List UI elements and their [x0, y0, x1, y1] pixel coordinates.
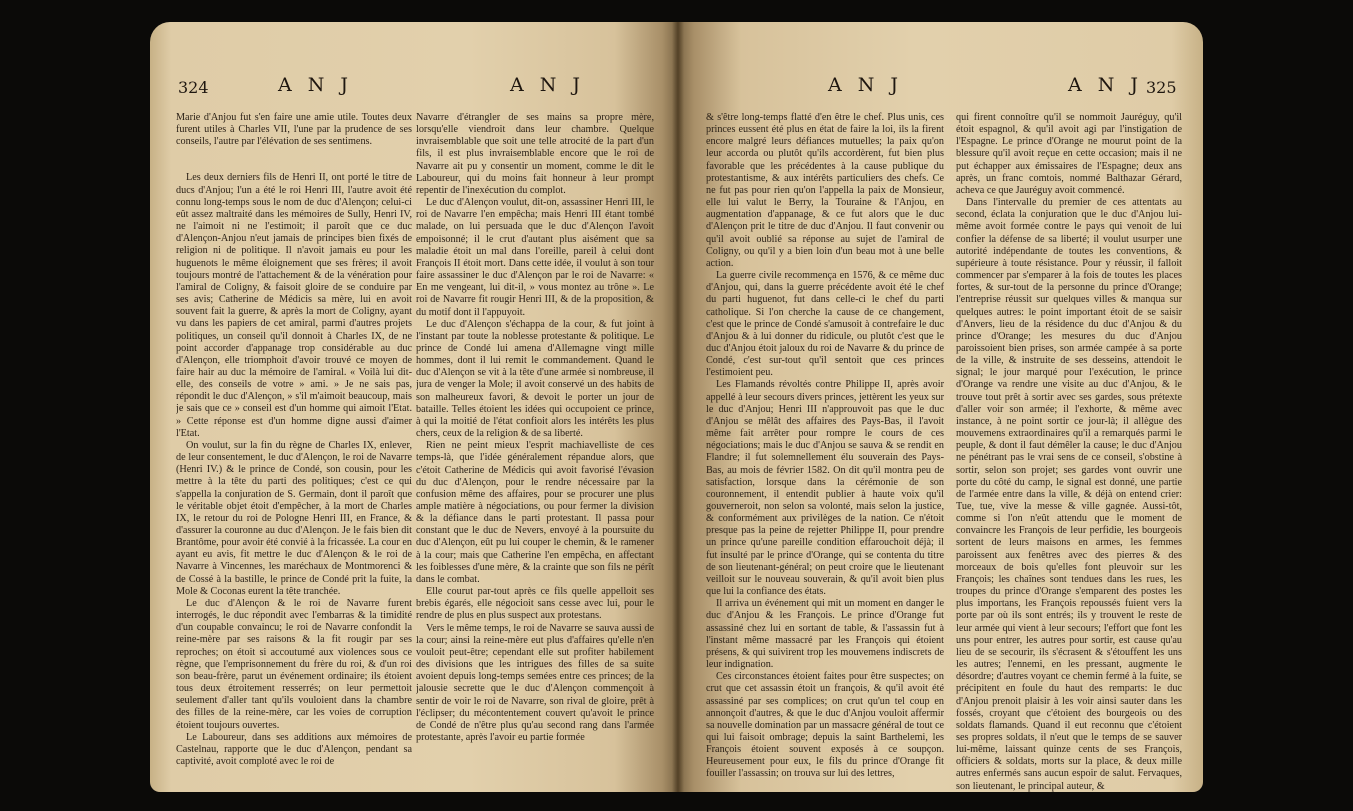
paragraph: Le Laboureur, dans ses additions aux mémoires de Castelnau, rapporte que le duc d'Alençon, pendant sa captivité, avoit comploté avec le roi de [176, 731, 412, 767]
paragraph: Ces circonstances étoient faites pour être suspectes; on crut que cet assassin étoit un françois, & qu'il avoit été assassiné par ses complices; on crut qu'un tel coup en annonçoit d'autres, & que le duc d'Anjou vouloit affermir sa nouvelle domination par un massacre général de tout ce qui lui faisoit ombrage; depuis la saint Barthelemi, les François étoient souvent exposés à ce soupçon. Heureusement pour eux, le fils du prince d'Orange fit fouiller l'assassin; on trouva sur lui des lettres, [706, 671, 944, 780]
paragraph: Dans l'intervalle du premier de ces attentats au second, éclata la conjuration que le duc d'Anjou lui-même avoit formée contre le pays qui venoit de lui confier la défense de sa liberté; il voulut usurper une autorité indépendante de toutes les conventions, & supérieure à toute résistance. Pour y réussir, il falloit commencer par s'emparer à la fois de toutes les places fortes, & sur-tout de la personne du prince d'Orange; l'entreprise réussit sur quelques villes & manqua sur quelques autres: le point important étoit de se saisir d'Anvers, lieu de la résidence du duc d'Anjou & du prince d'Orange; les mesures du duc d'Anjou paroissoient bien prises, son armée campée à sa porte de la ville, & instruite de ses desseins, attendoit le signal; le jour marqué pour l'exécution, le prince d'Orange va rendre une visite au duc d'Anjou, & le trouve tout prêt à sortir avec ses gardes, sous prétexte d'aller voir son armée; il l'exhorte, & même avec instance, à ne point sortir ce jour-là; il allègue des mouvemens extraordinaires qu'il a remarqués parmi le peuple, & dont il faut démêler la cause; le duc d'Anjou ne pénétrant pas le vrai sens de ce conseil, s'obstine à sortir, selon son projet; ses gardes vont ouvrir une porte du côté du camp, le signal est donné, une partie de l'armée entre dans la ville, & déjà on entend crier: Tue, tue, vive la messe & ville gagnée. Aussi-tôt, comme si l'on n'eût attendu que le moment de convaincre les François de leur perfidie, les bourgeois sortent de leurs maisons en armes, les femmes paroissent aux fenêtres avec des pierres & des morceaux de bois qu'elles font pleuvoir sur les François; les chaînes sont tendues dans les rues, les troupes du prince d'Orange s'emparent des postes les plus importans, les François repoussés fuient vers la porte par où ils sont entrés; ils y trouvent le reste de leur armée qui vient à leur secours; l'effort que font les uns pour entrer, les autres pour sortir, est cause qu'au lieu de se secourir, ils s'écrasent & s'étouffent les uns les autres; l'ennemi, en les pressant, augmente le désordre; d'autres voyant ce chemin fermé à la fuite, se précipitent en foule du haut des remparts: le duc d'Anjou prenoit plaisir à les voir ainsi sauter dans les fossés, croyant que c'étoient des bourgeois ou des soldats flamands. Quand il eut reconnu que c'étoient ses propres soldats, il n'eut que le temps de se sauver lui-même, laissant quinze cents de ses François, officiers & soldats, morts sur la place, & deux mille autres enfermés sans aucun espoir de salut. Fervaques, son lieutenant, le principal auteur, & [956, 197, 1182, 792]
text-column-right-2 [956, 112, 1182, 792]
paragraph: Le duc d'Alençon s'échappa de la cour, & fut joint à l'instant par toute la noblesse protestante & politique. Le prince de Condé lui amena d'Allemagne vingt mille hommes, dont il lui remit le commandement. Quand le duc d'Alençon se vit à la tête d'une armée si nombreuse, il jura de venger la Mole; il avoit conservé un des habits de son malheureux favori, & devoit le porter un jour de bataille. Telles étoient les idées qui occupoient ce prince, à qui la moitié de l'état confioit alors les intérêts les plus chers, ceux de la religion & de sa liberté. [416, 318, 654, 440]
text-column-left-1 [176, 112, 412, 792]
paragraph: Vers le même temps, le roi de Navarre se sauva aussi de la cour; ainsi la reine-mère eut plus d'affaires qu'elle n'en vouloit peut-être; cependant elle sut profiter habilement des divisions que les intrigues des filles de sa suite avoient depuis long-temps semées entre ces princes; de la jalousie secrette que le duc d'Alençon commençoit à sentir de voir le roi de Navarre, son rival de gloire, prêt à l'éclipser; du mécontentement couvert qu'avoit le prince de Condé de n'être plus qu'au second rang dans l'armée protestante, après l'avoir eu partie formée [416, 622, 654, 743]
running-head-left-col1: A N J [278, 74, 354, 96]
right-page [678, 22, 1203, 792]
paragraph: Marie d'Anjou fut s'en faire une amie utile. Toutes deux furent utiles à Charles VII, l'une par la prudence de ses conseils, l'autre par l'élévation de ses sentimens. [176, 112, 412, 148]
book-gutter [672, 22, 684, 792]
running-head-right-col2: A N J [1068, 74, 1144, 96]
text-column-right-1 [706, 112, 944, 792]
running-head-left-col2: A N J [510, 74, 586, 96]
paragraph: La guerre civile recommença en 1576, & ce même duc d'Anjou, qui, dans la guerre précédente avoit été le chef du parti huguenot, fut dans celle-ci le chef du parti catholique. Si l'on cherche la cause de ce changement, c'est que le prince de Condé s'amusoit à contrefaire le duc d'Anjou & à lui donner du ridicule, ou plutôt c'est que le duc d'Anjou étoit jaloux du roi de Navarre & du prince de Condé, c'est sur-tout qu'il sentoit que ces princes l'estimoient peu. [706, 270, 944, 379]
paragraph: Le duc d'Alençon voulut, dit-on, assassiner Henri III, le roi de Navarre l'en empêcha; mais Henri III étant tombé malade, on lui persuada que le duc d'Alençon l'avoit empoisonné; il le crut d'autant plus aisément que sa maladie étoit un mal dans l'oreille, pareil à celui dont François II étoit mort. Dans cette idée, il voulut à son tour faire assassiner le duc d'Alençon par le roi de Navarre: « En me vengeant, lui dit-il, » vous montez au trône ». Le roi de Navarre fit rougir Henri III, & de la proposition, & du motif dont il l'appuyoit. [416, 197, 654, 318]
page-number-right: 325 [1146, 78, 1177, 97]
text-column-left-2 [416, 112, 654, 792]
paragraph: Il arriva un événement qui mit un moment en danger le duc d'Anjou & les François. Le prince d'Orange fut assassiné chez lui en sortant de table, & l'assassin fut à l'instant même massacré par les François qui étoient présens, & qui suivirent trop les mouvemens indiscrets de leur indignation. [706, 598, 944, 671]
paragraph: Le duc d'Alençon & le roi de Navarre furent interrogés, le duc répondit avec l'embarras & la timidité d'un coupable convaincu; le roi de Navarre confondit la reine-mère par ses raisons & la fit rougir par ses reproches; on étoit si accoutumé aux violences sous ce règne, que l'emprisonnement du frère du roi, & d'un roi son beau-frère, parut un événement ordinaire; ils étoient tous deux étroitement resserrés; on leur permettoit seulement d'aller tant qu'ils vouloient dans la chambre des filles de la reine-mère, car les voies de corruption étoient toujours ouvertes. [176, 597, 412, 731]
paragraph: On voulut, sur la fin du règne de Charles IX, enlever, de leur consentement, le duc d'Alençon, le roi de Navarre (Henri IV.) & le prince de Condé, son cousin, pour les mettre à la tête du parti des politiques; c'est ce qui s'appella la conjuration de S. Germain, dont il paroît que le véritable objet étoit d'empêcher, à la mort de Charles IX, le retour du roi de Pologne Henri III, en France, & d'assurer la couronne au duc d'Alençon. Je le fais bien dit Brantôme, pour avoir été convié à la fricassée. La cour en ayant eu avis, fit mettre le duc d'Alençon & le roi de Navarre à Vincennes, les maréchaux de Montmorenci & de Cossé à la bastille, le prince de Condé prit la fuite, la Mole & Coconas eurent la tête tranchée. [176, 439, 412, 597]
paragraph: & s'être long-temps flatté d'en être le chef. Plus unis, ces princes eussent été plus en état de faire la loi, ils la firent encore malgré leurs défiances mutuelles; la paix qu'on leur accorda ou plutôt qu'ils accordèrent, fut bien plus favorable que les précédentes à la cause publique du protestantisme, & aux intérêts particuliers des chefs. Ce ne fut pas pour rien qu'on l'appella la paix de Monsieur, elle lui valut le Berry, la Touraine & l'Anjou, en augmentation d'appanage, & ce fut alors que le duc d'Alençon prit le titre de duc d'Anjou. Il faut convenir ou qu'il avoit oublié sa réponse au sujet de l'amiral de Coligny, ou qu'il y a bien loin d'un beau mot à une belle action. [706, 112, 944, 269]
paragraph: qui firent connoître qu'il se nommoit Jauréguy, qu'il étoit espagnol, & qu'il avoit agi par l'instigation de l'Espagne. Le prince d'Orange ne mourut point de la blessure qu'il avoit reçue en cette occasion; mais il ne put échapper aux émissaires de l'Espagne; deux ans après, un franc comtois, nommé Balthazar Gérard, acheva ce que Jauréguy avoit commencé. [956, 112, 1182, 196]
paragraph: Elle courut par-tout après ce fils quelle appelloit ses brebis égarés, elle négocioit sans cesse avec lui, pour le rendre de plus en plus suspect aux protestans. [416, 586, 654, 622]
page-number-left: 324 [178, 78, 209, 97]
left-page [150, 22, 678, 792]
running-head-right-col1: A N J [828, 74, 904, 96]
paragraph: Les Flamands révoltés contre Philippe II, après avoir appellé à leur secours divers princes, jettèrent les yeux sur le duc d'Anjou; Henri III n'approuvoit pas que le duc d'Anjou se mêlât des affaires des Pays-Bas, il l'avoit même fait arrêter pour rompre le cours de ces négociations; mais le duc d'Anjou se sauva & se rendit en Flandre; il fut solemnellement élu souverain des Pays-Bas, au mois de février 1582. On dit qu'il montra peu de satisfaction, lorsque dans la cérémonie de son couronnement, il entendit publier à haute voix qu'il gouverneroit, non selon sa volonté, mais selon la justice, & conformément aux privilèges de la nation. Ce n'étoit presque pas la peine de rejetter Philippe II, pour prendre un prince qu'une pareille condition effarouchoit déjà; il fut insulté par le prince d'Orange, qui se contenta du titre de son lieutenant-général; on peut croire que le lieutenant veilloit sur le nouveau souverain, & qu'il avoit bien plus que lui la confiance des états. [706, 379, 944, 598]
paragraph: Les deux derniers fils de Henri II, ont porté le titre de ducs d'Anjou; l'un a été le roi Henri III, l'autre avoit été connu long-temps sous le nom de duc d'Alençon; celui-ci eût assez maltraité dans les mémoires de Sully, Henri IV, ne l'aimoit ni ne l'estimoit; il paroît que ce duc d'Alençon-Anjou n'eut jamais de principes bien fixés de religion ni de politique. Il n'avoit jamais eu pour les huguenots le même éloignement que ses frères; il avoit toujours montré de l'attachement & de la vénération pour l'amiral de Coligny, & faisoit gloire de se conduire par ses avis; Catherine de Médicis sa mère, lui en avoit souvent fait la guerre, & après la mort de Coligny, ayant vu dans les papiers de cet amiral, parmi d'autres projets politiques, un conseil qu'il donnoit à Charles IX, de ne point accorder d'appanage trop considérable au duc d'Alençon, elle triomphoit d'avoir trouvé ce moyen de faire hair au duc la mémoire de l'amiral. « Voilà lui dit-elle, des conseils de votre » ami. » Je ne sais pas, répondit le duc d'Alençon, » s'il m'aimoit beaucoup, mais je sais que ce » conseil est d'un homme qui aimoit l'Etat. » Cette réponse est d'un homme digne aussi d'aimer l'Etat. [176, 172, 412, 439]
paragraph: Rien ne peint mieux l'esprit machiavelliste de ces temps-là, que l'idée généralement répandue alors, que c'étoit Catherine de Médicis qui avoit favorisé l'évasion du duc d'Alençon, pour le rendre nécessaire par la confusion même des affaires, pour se procurer une plus ample matière à négociations, ou pour fermer la division & la défiance dans le parti protestant. Il passa pour constant que le duc de Nevers, envoyé à la poursuite du duc d'Alençon, eût pu lui couper le chemin, & le ramener à la cour; mais que Catherine l'en empêcha, en affectant les foiblesses d'une mère, & la crainte que son fils ne pérît dans le combat. [416, 440, 654, 585]
paragraph: Navarre d'étrangler de ses mains sa propre mère, lorsqu'elle viendroit dans leur chambre. Quelque invraisemblable que soit une telle atrocité de la part d'un fils, il est plus invraisemblable encore que le roi de Navarre ait pu y consentir un moment, comme le dit le Laboureur, qui du moins fait honneur à leur prompt repentir de l'inexécution du complot. [416, 112, 654, 196]
